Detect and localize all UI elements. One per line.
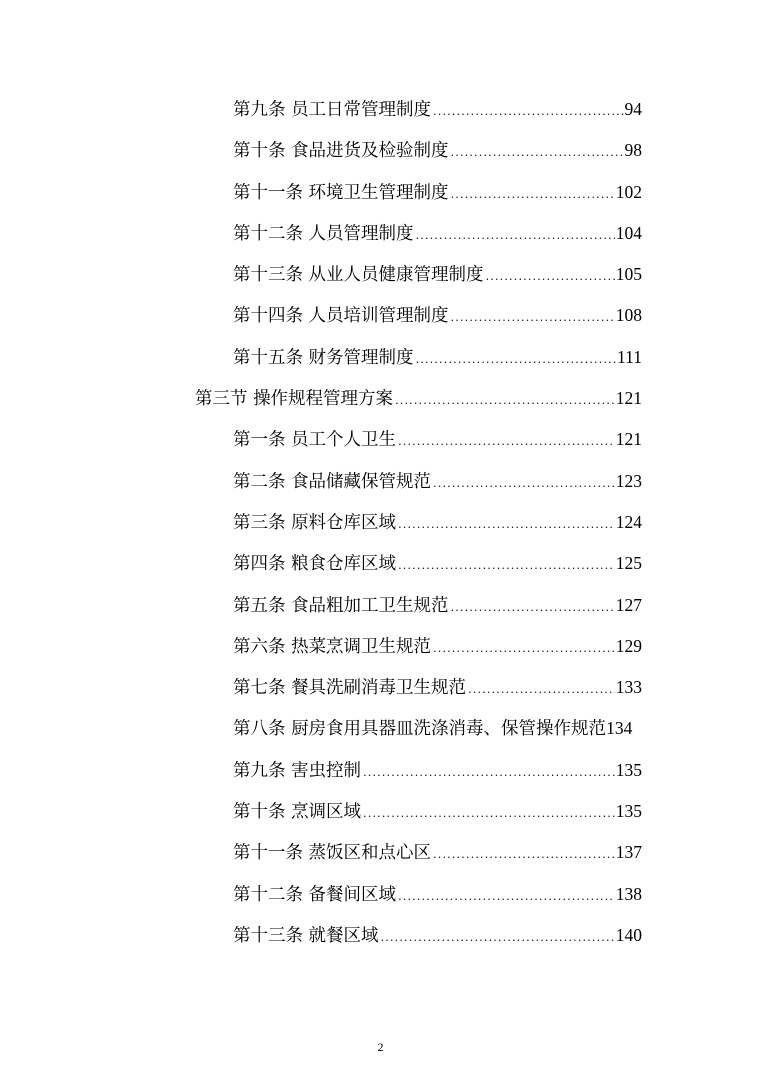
toc-leader-dots [468, 669, 615, 710]
toc-leader-dots [363, 793, 615, 834]
toc-leader-dots [451, 132, 624, 173]
toc-entry-label: 第八条 厨房食用具器皿洗涤消毒、保管操作规范 [233, 719, 607, 740]
toc-entry[interactable] [233, 915, 642, 956]
toc-leader-dots [451, 297, 615, 338]
toc-entry-page: 133 [615, 677, 642, 698]
toc-entry[interactable] [233, 89, 642, 130]
toc-entry[interactable] [233, 295, 642, 336]
toc-leader-dots [398, 421, 615, 462]
toc-leader-dots [363, 752, 615, 793]
toc-entry-page: 108 [615, 305, 642, 326]
toc-entry-page: 125 [615, 553, 642, 574]
toc-entry-label: 第二条 食品储藏保管规范 [233, 471, 432, 492]
toc-entry[interactable] [233, 750, 642, 791]
toc-entry-page: 124 [615, 511, 642, 532]
toc-entry-label: 第六条 热菜烹调卫生规范 [233, 636, 432, 657]
toc-entry-label: 第十条 烹调区域 [233, 802, 362, 823]
toc-entry-page: 129 [615, 635, 642, 656]
toc-entry-page: 102 [615, 181, 642, 202]
page-number: 2 [377, 1040, 384, 1054]
toc-entry[interactable] [233, 543, 642, 584]
toc-leader-dots [395, 380, 615, 421]
toc-entry[interactable] [233, 626, 642, 667]
toc-entry-label: 第七条 餐具洗刷消毒卫生规范 [233, 678, 467, 699]
toc-entry-label: 第十五条 财务管理制度 [233, 347, 414, 368]
toc-leader-dots [486, 256, 615, 297]
toc-entry-label: 第五条 食品粗加工卫生规范 [233, 595, 449, 616]
toc-entry-page: 135 [615, 759, 642, 780]
toc-entry-page: 121 [615, 429, 642, 450]
toc-entry-page: 137 [615, 842, 642, 863]
toc-entry-label: 第四条 粮食仓库区域 [233, 554, 397, 575]
toc-leader-dots [451, 174, 615, 215]
toc-entry-label: 第一条 员工个人卫生 [233, 430, 397, 451]
toc-entry-page: 94 [624, 99, 642, 119]
toc-entry[interactable] [233, 502, 642, 543]
toc-entry-label: 第九条 害虫控制 [233, 760, 362, 781]
toc-leader-dots [451, 587, 615, 628]
toc-entry-label: 第十二条 人员管理制度 [233, 223, 414, 244]
toc-section-entry[interactable] [195, 378, 642, 419]
toc-entry-page: 123 [615, 470, 642, 491]
toc-section-label: 第三节 操作规程管理方案 [195, 389, 394, 410]
toc-entry-page: 105 [615, 264, 642, 285]
toc-entry[interactable] [233, 337, 642, 378]
toc-entry-page: 127 [615, 594, 642, 615]
toc-entry[interactable] [233, 213, 642, 254]
toc-leader-dots [381, 917, 615, 958]
toc-entry-label: 第十一条 蒸饭区和点心区 [233, 843, 432, 864]
toc-entry[interactable] [233, 254, 642, 295]
toc-entry-page: 134 [606, 718, 633, 739]
toc-entry-page: 111 [617, 346, 642, 367]
toc-leader-dots [433, 91, 623, 132]
toc-leader-dots [398, 876, 615, 917]
toc-entry[interactable] [233, 585, 642, 626]
toc-entry[interactable] [233, 667, 642, 708]
toc-entry[interactable] [233, 130, 642, 171]
table-of-contents [0, 89, 761, 956]
toc-entry[interactable] [233, 172, 642, 213]
toc-leader-dots [416, 339, 616, 380]
toc-entry-label: 第十四条 人员培训管理制度 [233, 306, 449, 327]
toc-entry[interactable] [233, 832, 642, 873]
toc-entry-label: 第三条 原料仓库区域 [233, 512, 397, 533]
toc-entry[interactable] [233, 874, 642, 915]
toc-section-page: 121 [615, 388, 642, 409]
toc-entry-label: 第十三条 从业人员健康管理制度 [233, 265, 484, 286]
toc-entry-label: 第十一条 环境卫生管理制度 [233, 182, 449, 203]
toc-entry[interactable] [233, 419, 642, 460]
toc-entry[interactable] [233, 791, 642, 832]
toc-entry-page: 138 [615, 883, 642, 904]
toc-entry-label: 第九条 员工日常管理制度 [233, 100, 432, 120]
toc-entry-label: 第十二条 备餐间区域 [233, 884, 397, 905]
toc-entry[interactable] [233, 461, 642, 502]
toc-leader-dots [416, 215, 615, 256]
toc-leader-dots [398, 504, 615, 545]
toc-leader-dots [433, 463, 615, 504]
toc-entry[interactable] [233, 708, 658, 749]
toc-leader-dots [433, 628, 615, 669]
toc-entry-page: 135 [615, 801, 642, 822]
toc-leader-dots [398, 545, 615, 586]
toc-entry-page: 104 [615, 222, 642, 243]
toc-leader-dots [433, 834, 615, 875]
toc-entry-page: 140 [615, 924, 642, 945]
toc-entry-page: 98 [624, 140, 642, 161]
toc-entry-label: 第十条 食品进货及检验制度 [233, 141, 449, 162]
toc-entry-label: 第十三条 就餐区域 [233, 925, 379, 946]
